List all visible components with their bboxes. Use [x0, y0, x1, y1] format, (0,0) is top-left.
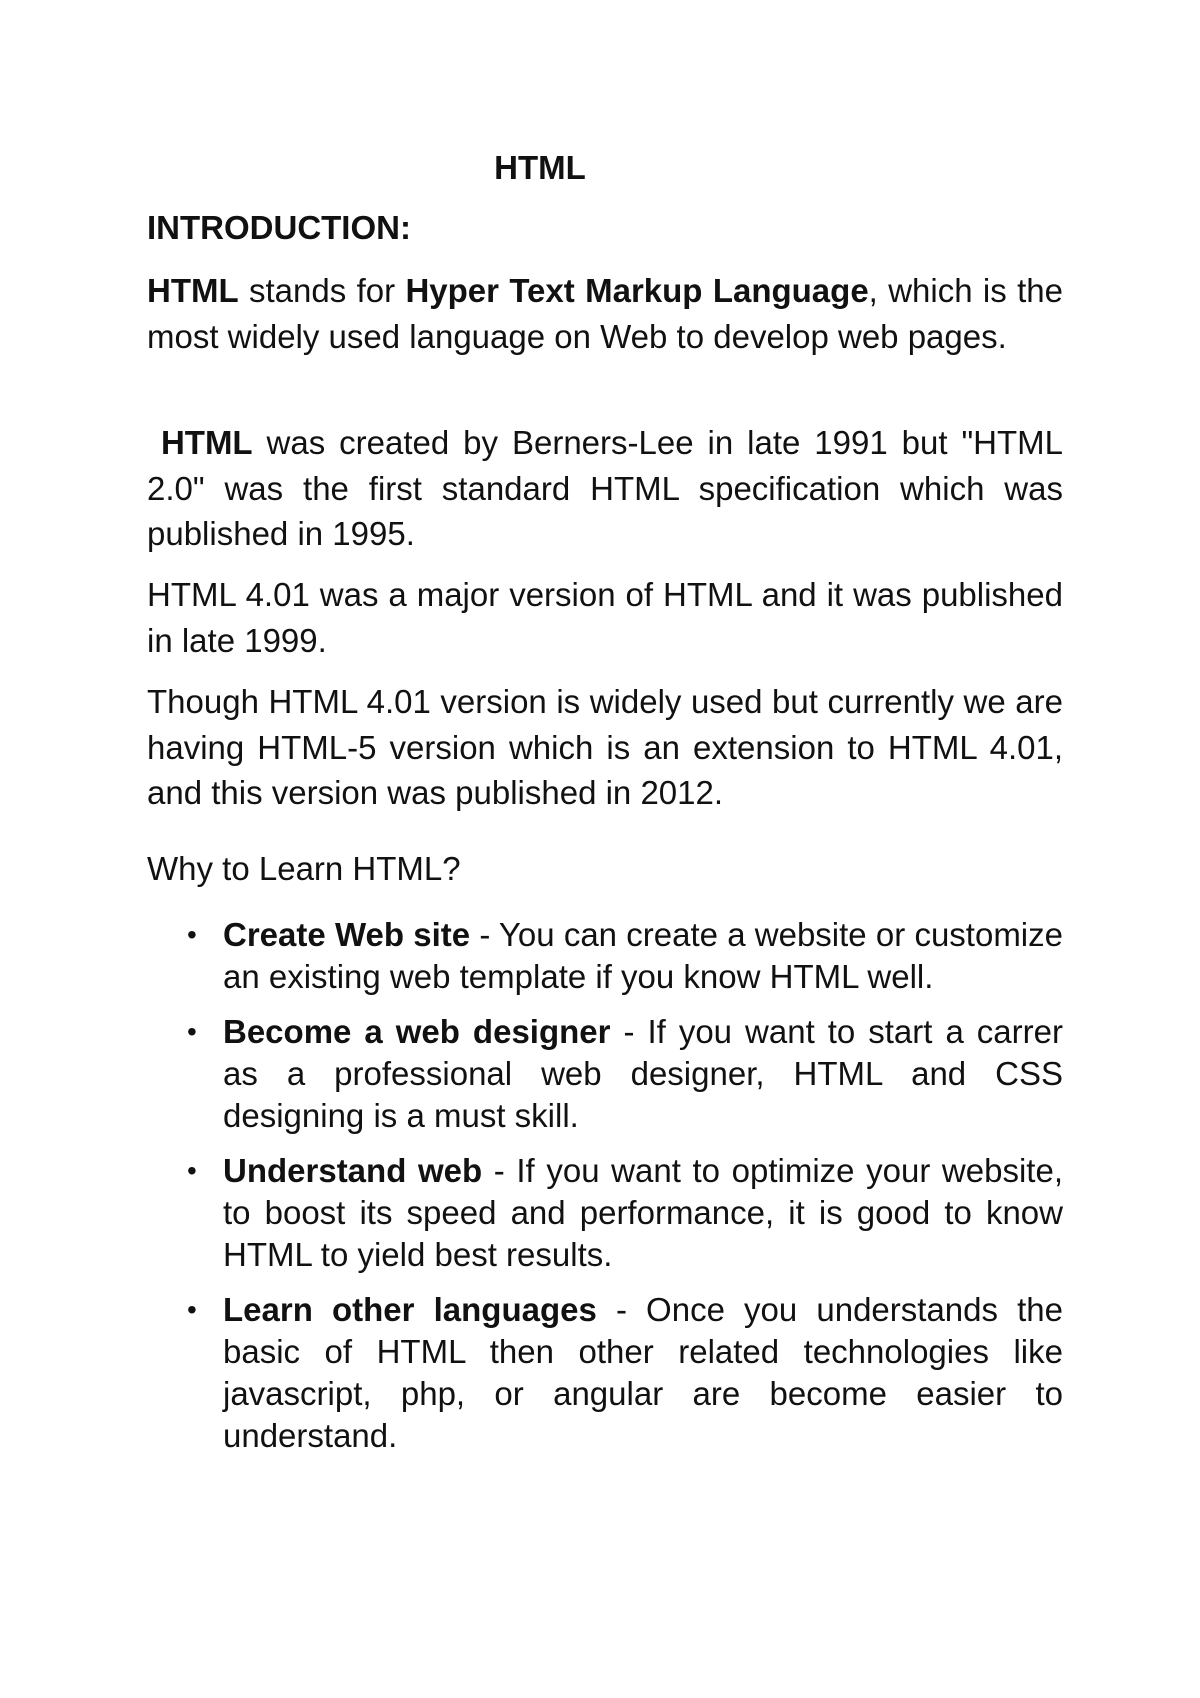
paragraph-text: was created by Berners-Lee in late 1991 but "HTML 2.0" was the first standard HTML specification which was published in 1995.: [147, 424, 1063, 552]
list-item-description: - Once you understands the basic of HTML then other related technologies like javascript, php, or angular are become easier to understand.: [223, 1291, 1063, 1454]
section-heading-introduction: INTRODUCTION:: [147, 209, 411, 246]
why-learn-heading: Why to Learn HTML?: [147, 850, 461, 887]
bullet-icon: •: [187, 1016, 197, 1047]
list-item-term: Understand web: [223, 1152, 483, 1189]
list-item: [147, 1011, 1063, 1137]
list-item: [147, 914, 1063, 998]
list-item-term: Create Web site: [223, 916, 471, 953]
list-item-description: - If you want to optimize your website, to boost its speed and performance, it is good to know HTML to yield best results.: [223, 1152, 1063, 1273]
document-title: HTML: [494, 149, 586, 186]
intro-paragraph-2: [147, 420, 1063, 557]
intro-paragraph-1: [147, 268, 1063, 359]
list-item: [147, 1150, 1063, 1276]
list-item-description: - If you want to start a carrer as a professional web designer, HTML and CSS designing is a must skill.: [223, 1013, 1063, 1134]
bold-term: Hyper Text Markup Language: [405, 272, 869, 309]
list-item-term: Become a web designer: [223, 1013, 611, 1050]
list-item-term: Learn other languages: [223, 1291, 597, 1328]
reasons-list: [147, 914, 1063, 1470]
bold-term: HTML: [160, 424, 253, 461]
list-item-description: - You can create a website or customize an existing web template if you know HTML well.: [223, 916, 1063, 995]
bullet-icon: •: [187, 919, 197, 950]
bold-term: HTML: [147, 272, 239, 309]
bullet-icon: •: [187, 1155, 197, 1186]
intro-paragraph-4: Though HTML 4.01 version is widely used but currently we are having HTML-5 version which is an extension to HTML 4.01, and this version was published in 2012.: [147, 683, 1063, 811]
list-item: [147, 1289, 1063, 1457]
paragraph-text: stands for: [238, 272, 406, 309]
intro-paragraph-3: HTML 4.01 was a major version of HTML and it was published in late 1999.: [147, 576, 1063, 659]
paragraph-text: , which is the most widely used language on Web to develop web pages.: [147, 272, 1063, 355]
bullet-icon: •: [187, 1294, 197, 1325]
